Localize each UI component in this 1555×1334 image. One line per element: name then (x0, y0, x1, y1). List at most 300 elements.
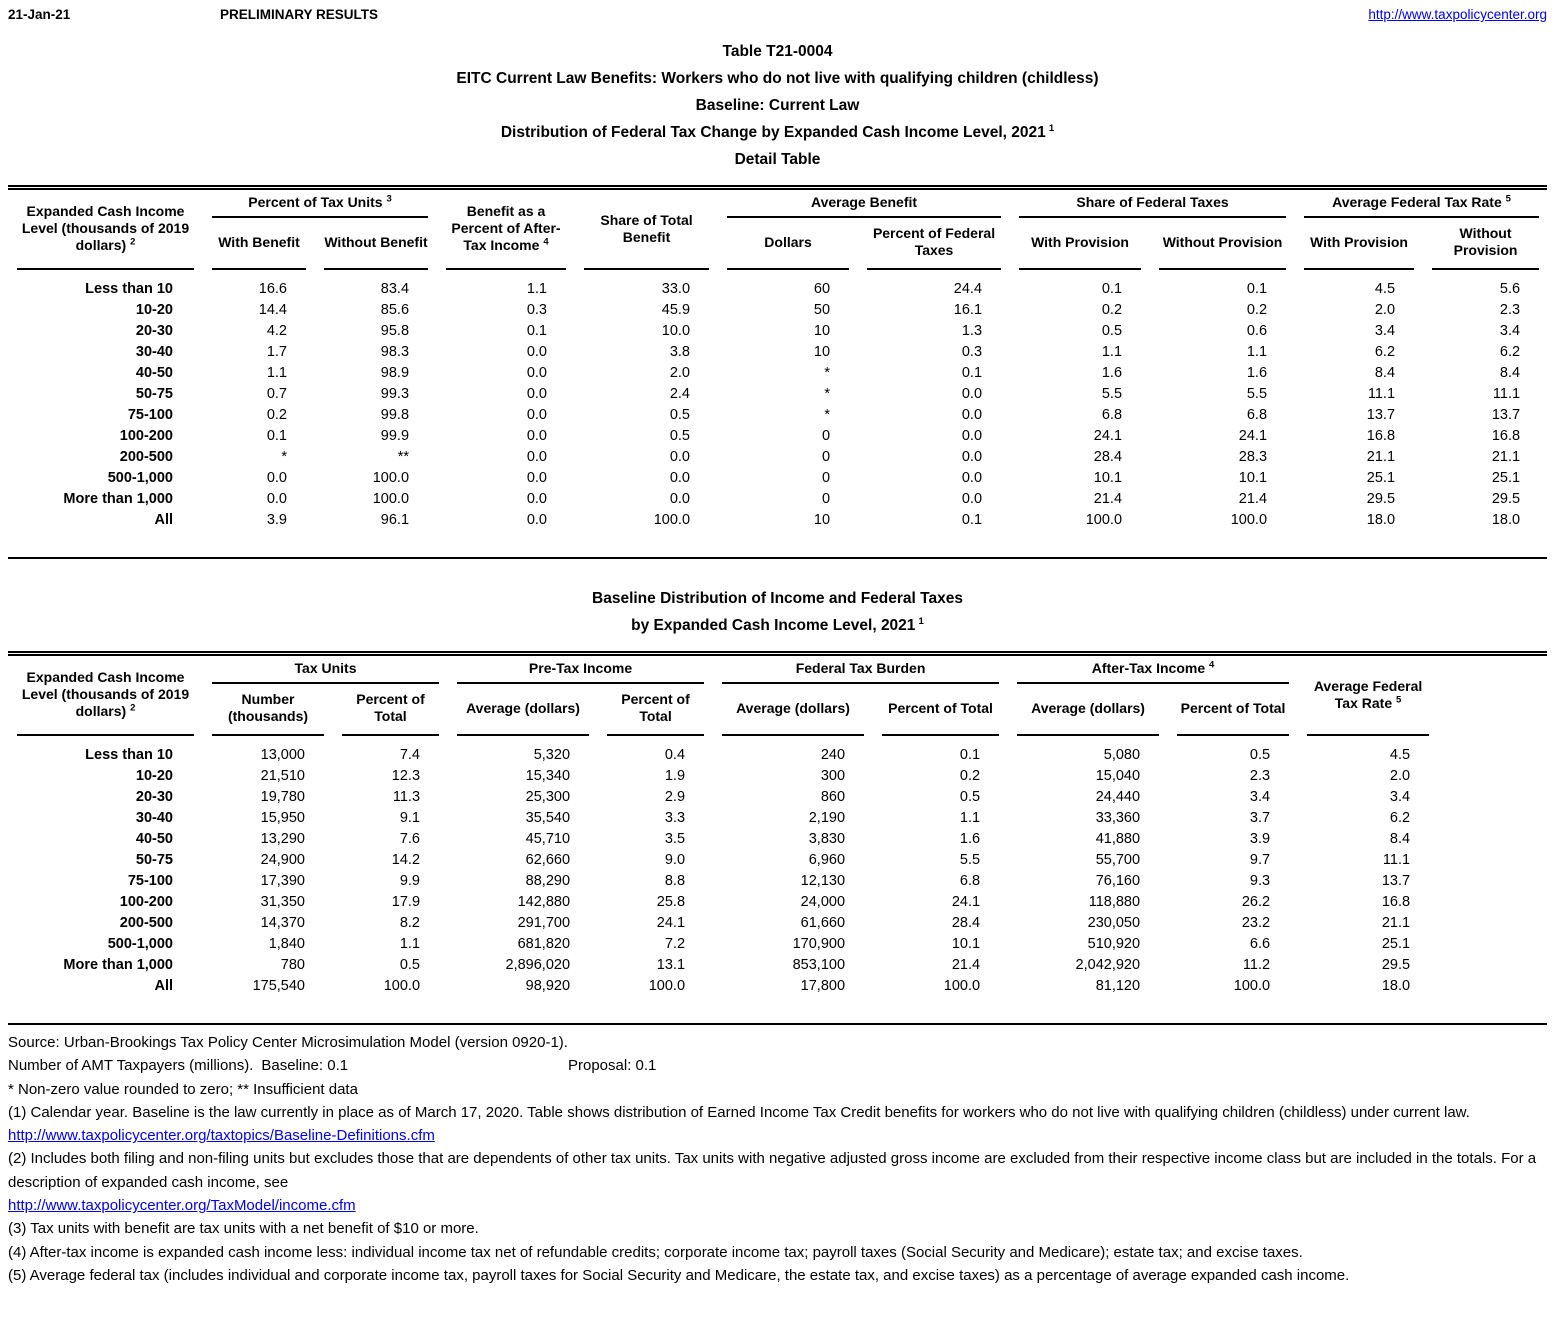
value-cell: 24,000 (800, 894, 846, 910)
value-cell: 240 (820, 747, 846, 763)
value-cell: 98.9 (380, 365, 410, 381)
value-cell: 100.0 (943, 978, 981, 994)
value-cell: 99.9 (380, 428, 410, 444)
value-cell: 13.1 (656, 957, 686, 973)
value-cell: 2.4 (669, 386, 691, 402)
value-cell: 5.5 (1246, 386, 1268, 402)
tax-change-table-body (8, 270, 1548, 531)
value-cell: 1.3 (961, 323, 983, 339)
income-level-label: 500-1,000 (107, 936, 173, 952)
value-cell: 230,050 (1087, 915, 1141, 931)
value-cell: 2.0 (1374, 302, 1396, 318)
value-cell: 21,510 (260, 768, 305, 784)
value-cell: 9.9 (399, 873, 421, 889)
income-level-label: 100-200 (119, 894, 173, 910)
value-cell: 3.4 (1374, 323, 1396, 339)
value-cell: 0.4 (664, 747, 686, 763)
note-5: (5) Average federal tax (includes individual and corporate income tax, payroll taxes for Social Security and Medicare, the estate tax, and excise taxes) as a percentage of average expanded cash income. (8, 1266, 1350, 1284)
col-header-income-level: Expanded Cash Income Level (thousands of 2019 dollars) $^2$ (8, 656, 203, 736)
value-cell: 24.1 (1238, 428, 1268, 444)
value-cell: 25.1 (1381, 936, 1411, 952)
value-cell: 0.0 (669, 470, 691, 486)
table-number: Table T21-0004 (722, 43, 833, 60)
amt-taxpayers-note (8, 1054, 1547, 1077)
value-cell: 0.5 (669, 428, 691, 444)
value-cell: 0.0 (526, 344, 548, 360)
value-cell: 1.1 (1246, 344, 1268, 360)
value-cell: 16.6 (258, 281, 287, 297)
value-cell: 25,300 (525, 789, 571, 805)
col-header-share-without-provision: Without Provision (1150, 218, 1295, 270)
value-cell: * (281, 449, 287, 465)
value-cell: 28.4 (1093, 449, 1123, 465)
table-row (8, 892, 1438, 913)
value-cell: 3.4 (1249, 789, 1271, 805)
table-row (8, 489, 1548, 510)
table-row (8, 850, 1438, 871)
value-cell: 0.0 (526, 365, 548, 381)
value-cell: 0.0 (961, 407, 983, 423)
income-level-label: 20-30 (135, 323, 173, 339)
value-cell: 45,710 (525, 831, 571, 847)
value-cell: 11.1 (1492, 386, 1521, 402)
top-bar (8, 4, 1547, 22)
value-cell: 0.5 (1249, 747, 1271, 763)
value-cell: 35,540 (525, 810, 571, 826)
value-cell: 11.1 (1382, 852, 1411, 868)
amt-baseline-value: Baseline: 0.1 (261, 1057, 349, 1075)
footnote-marker: 2 (130, 236, 136, 248)
income-level-label: 100-200 (119, 428, 173, 444)
value-cell: 8.2 (399, 915, 421, 931)
table-row (8, 405, 1548, 426)
footnote-marker: 4 (543, 236, 549, 248)
value-cell: 0.0 (526, 491, 548, 507)
baseline-definitions-link[interactable]: http://www.taxpolicycenter.org/taxtopics/Baseline-Definitions.cfm (8, 1127, 435, 1145)
value-cell: 100.0 (1230, 512, 1268, 528)
value-cell: 25.8 (656, 894, 686, 910)
value-cell: 0.2 (266, 407, 287, 423)
value-cell: 12,130 (800, 873, 846, 889)
value-cell: 6.8 (1246, 407, 1268, 423)
value-cell: 21.4 (951, 957, 981, 973)
income-level-label: 50-75 (135, 386, 173, 402)
value-cell: 5.5 (959, 852, 981, 868)
value-cell: 24.4 (953, 281, 983, 297)
value-cell: 0.0 (961, 491, 983, 507)
amt-label: Number of AMT Taxpayers (millions). (8, 1057, 254, 1075)
value-cell: 2.0 (669, 365, 691, 381)
table-row (8, 426, 1548, 447)
asterisk-legend: * Non-zero value rounded to zero; ** Insufficient data (8, 1080, 358, 1098)
value-cell: ** (397, 449, 410, 465)
value-cell: 0.2 (1246, 302, 1268, 318)
value-cell: 853,100 (792, 957, 846, 973)
col-header-benefit-pct-after-tax-income: Benefit as a Percent of After-Tax Income $^4$ (437, 190, 575, 270)
col-header-share-total-benefit: Share of Total Benefit (575, 190, 718, 270)
value-cell: 0.0 (961, 428, 983, 444)
distribution-subtitle: Distribution of Federal Tax Change by Expanded Cash Income Level, 2021 $^1$ (500, 122, 1055, 141)
col-header-percent-of-total-burden: Percent of Total (873, 684, 1008, 736)
baseline-table (8, 656, 1438, 997)
footnote-marker: 1 (918, 615, 924, 627)
value-cell: 3.8 (669, 344, 691, 360)
value-cell: 16.8 (1381, 894, 1411, 910)
value-cell: 0.6 (1246, 323, 1268, 339)
table-row (8, 871, 1438, 892)
value-cell: 13.7 (1381, 873, 1411, 889)
value-cell: 0.0 (526, 428, 548, 444)
value-cell: 2.0 (1389, 768, 1411, 784)
value-cell: 21.1 (1491, 449, 1521, 465)
value-cell: 33,360 (1095, 810, 1141, 826)
value-cell: 0.0 (526, 470, 548, 486)
value-cell: * (824, 407, 831, 423)
value-cell: 62,660 (525, 852, 571, 868)
value-cell: 99.8 (380, 407, 410, 423)
value-cell: * (824, 386, 831, 402)
value-cell: 13,000 (260, 747, 305, 763)
value-cell: 29.5 (1366, 491, 1396, 507)
value-cell: 0.2 (959, 768, 981, 784)
value-cell: 100.0 (372, 470, 410, 486)
value-cell: 1.1 (959, 810, 981, 826)
footnote-marker: 2 (130, 702, 136, 714)
source-note: Source: Urban-Brookings Tax Policy Center Microsimulation Model (version 0920-1). (8, 1034, 568, 1051)
value-cell: 6.2 (1499, 344, 1521, 360)
group-header-after-tax-income: After-Tax Income $^4$ (1008, 656, 1298, 684)
value-cell: 15,040 (1095, 768, 1141, 784)
income-level-label: 40-50 (135, 365, 173, 381)
value-cell: 0.5 (959, 789, 981, 805)
table-row (8, 300, 1548, 321)
value-cell: 3.9 (266, 512, 287, 528)
income-level-label: 75-100 (127, 873, 173, 889)
value-cell: 25.1 (1491, 470, 1521, 486)
value-cell: 0.0 (961, 470, 983, 486)
table-row (8, 270, 1548, 300)
footnote-marker: 5 (1396, 693, 1402, 705)
value-cell: 0.5 (399, 957, 421, 973)
col-header-share-with-provision: With Provision (1010, 218, 1150, 270)
value-cell: 99.3 (380, 386, 410, 402)
value-cell: 0.0 (526, 407, 548, 423)
income-level-label: 500-1,000 (107, 470, 173, 486)
value-cell: 3.4 (1499, 323, 1521, 339)
detail-table-label: Detail Table (734, 151, 821, 168)
value-cell: 85.6 (380, 302, 410, 318)
col-header-average-federal-tax-rate: Average Federal Tax Rate $^5$ (1298, 656, 1438, 736)
value-cell: 4.5 (1389, 747, 1411, 763)
value-cell: 29.5 (1491, 491, 1521, 507)
value-cell: 1.9 (664, 768, 686, 784)
tax-change-table (8, 190, 1548, 531)
value-cell: 0.0 (961, 449, 983, 465)
value-cell: 780 (280, 957, 305, 973)
col-header-average-dollars-aftertax: Average (dollars) (1008, 684, 1168, 736)
value-cell: 1,840 (268, 936, 305, 952)
col-header-rate-without-provision: Without Provision (1423, 218, 1548, 270)
table-row (8, 808, 1438, 829)
footnote-marker: 1 (1048, 122, 1055, 134)
table-row (8, 736, 1438, 766)
income-level-label: 50-75 (135, 852, 173, 868)
value-cell: 0.1 (961, 512, 983, 528)
col-header-percent-federal-taxes: Percent of Federal Taxes (858, 218, 1010, 270)
value-cell: 18.0 (1381, 978, 1411, 994)
value-cell: 31,350 (260, 894, 305, 910)
value-cell: 11.3 (392, 789, 421, 805)
table-row (8, 787, 1438, 808)
table-row (8, 384, 1548, 405)
value-cell: 2,042,920 (1075, 957, 1141, 973)
value-cell: 0.1 (1246, 281, 1268, 297)
value-cell: 175,540 (252, 978, 305, 994)
table-row (8, 766, 1438, 787)
value-cell: 2.3 (1499, 302, 1521, 318)
value-cell: 0.1 (961, 365, 983, 381)
table-row (8, 468, 1548, 489)
value-cell: 21.1 (1381, 915, 1411, 931)
value-cell: 61,660 (800, 915, 846, 931)
value-cell: 0.0 (526, 449, 548, 465)
value-cell: 28.4 (951, 915, 981, 931)
value-cell: 0.0 (526, 512, 548, 528)
value-cell: 60 (813, 281, 831, 297)
value-cell: 0.3 (526, 302, 548, 318)
value-cell: 50 (813, 302, 831, 318)
baseline-table-header (8, 656, 1438, 736)
value-cell: 0.2 (1101, 302, 1123, 318)
value-cell: 0.0 (266, 491, 287, 507)
preliminary-results-label: PRELIMINARY RESULTS (220, 7, 379, 22)
value-cell: 1.1 (399, 936, 421, 952)
value-cell: 5,320 (533, 747, 571, 763)
value-cell: 0.0 (669, 491, 691, 507)
value-cell: 0.5 (669, 407, 691, 423)
value-cell: 3.7 (1249, 810, 1271, 826)
income-level-label: 10-20 (135, 768, 173, 784)
value-cell: 24.1 (1093, 428, 1123, 444)
table-row (8, 829, 1438, 850)
col-header-number-thousands: Number (thousands) (203, 684, 333, 736)
value-cell: 25.1 (1366, 470, 1396, 486)
value-cell: 0 (821, 428, 831, 444)
group-header-tax-units: Tax Units (203, 656, 448, 684)
value-cell: 291,700 (517, 915, 571, 931)
income-level-label: More than 1,000 (63, 957, 173, 973)
value-cell: 0 (821, 470, 831, 486)
value-cell: 300 (820, 768, 846, 784)
value-cell: 55,700 (1095, 852, 1141, 868)
note-1: (1) Calendar year. Baseline is the law currently in place as of March 17, 2020. Table shows distribution of Earned Income Tax Credit benefits for workers who do not live with qualifying children (childless) under current law. (8, 1103, 1470, 1121)
value-cell: 1.6 (1101, 365, 1123, 381)
value-cell: 24,440 (1095, 789, 1141, 805)
value-cell: 8.4 (1389, 831, 1411, 847)
value-cell: 0 (821, 449, 831, 465)
value-cell: 9.1 (399, 810, 421, 826)
table-row (8, 342, 1548, 363)
value-cell: 45.9 (661, 302, 691, 318)
value-cell: 0.0 (961, 386, 983, 402)
value-cell: 10.0 (661, 323, 691, 339)
value-cell: 11.2 (1242, 957, 1271, 973)
value-cell: 0.3 (961, 344, 983, 360)
income-level-label: 10-20 (135, 302, 173, 318)
baseline-table-section (8, 651, 1547, 1025)
table-row (8, 321, 1548, 342)
value-cell: 1.6 (959, 831, 981, 847)
col-header-without-benefit: Without Benefit (315, 218, 437, 270)
table-row (8, 447, 1548, 468)
tax-change-table-header (8, 190, 1548, 270)
value-cell: 170,900 (792, 936, 846, 952)
value-cell: 11.1 (1367, 386, 1396, 402)
value-cell: 2,190 (808, 810, 846, 826)
value-cell: 3,830 (808, 831, 846, 847)
footnotes-section (8, 1031, 1547, 1287)
income-level-label: 75-100 (127, 407, 173, 423)
value-cell: 7.6 (399, 831, 421, 847)
value-cell: 8.8 (664, 873, 686, 889)
value-cell: 3.3 (664, 810, 686, 826)
tax-change-table-section (8, 185, 1547, 559)
footnote-marker: 5 (1505, 193, 1511, 205)
value-cell: 13.7 (1366, 407, 1396, 423)
value-cell: 4.2 (266, 323, 287, 339)
value-cell: 6,960 (808, 852, 846, 868)
value-cell: 6.8 (959, 873, 981, 889)
value-cell: 2.9 (664, 789, 686, 805)
note-3: (3) Tax units with benefit are tax units with a net benefit of $10 or more. (8, 1220, 479, 1238)
value-cell: 98.3 (380, 344, 410, 360)
value-cell: 88,290 (525, 873, 571, 889)
value-cell: 10.1 (1238, 470, 1268, 486)
group-header-average-federal-tax-rate: Average Federal Tax Rate $^5$ (1295, 190, 1548, 218)
value-cell: 100.0 (1233, 978, 1271, 994)
value-cell: 15,950 (260, 810, 305, 826)
col-header-dollars: Dollars (718, 218, 858, 270)
value-cell: 96.1 (380, 512, 410, 528)
value-cell: 15,340 (525, 768, 571, 784)
value-cell: 100.0 (383, 978, 421, 994)
value-cell: 0.1 (1101, 281, 1123, 297)
note-4: (4) After-tax income is expanded cash income less: individual income tax net of refundable credits; corporate income tax; payroll taxes (Social Security and Medicare); estate tax; and excise taxes. (8, 1243, 1303, 1261)
value-cell: 510,920 (1087, 936, 1141, 952)
value-cell: 10 (813, 344, 831, 360)
value-cell: 14.2 (391, 852, 421, 868)
value-cell: 7.4 (399, 747, 421, 763)
value-cell: 100.0 (1085, 512, 1123, 528)
value-cell: 17,390 (260, 873, 305, 889)
table-row (8, 976, 1438, 997)
value-cell: 5,080 (1103, 747, 1141, 763)
value-cell: 76,160 (1095, 873, 1141, 889)
value-cell: 3.9 (1249, 831, 1271, 847)
value-cell: 10.1 (951, 936, 981, 952)
value-cell: * (824, 365, 831, 381)
value-cell: 7.2 (664, 936, 686, 952)
col-header-average-dollars-pretax: Average (dollars) (448, 684, 598, 736)
income-definition-link[interactable]: http://www.taxpolicycenter.org/TaxModel/income.cfm (8, 1197, 356, 1215)
table-row (8, 913, 1438, 934)
value-cell: 21.4 (1238, 491, 1268, 507)
value-cell: 16.1 (953, 302, 983, 318)
footnote-marker: 4 (1209, 659, 1215, 671)
income-level-label: 30-40 (135, 810, 173, 826)
site-url-container (1368, 7, 1547, 22)
value-cell: 1.1 (266, 365, 287, 381)
col-header-rate-with-provision: With Provision (1295, 218, 1423, 270)
col-header-percent-of-total-aftertax: Percent of Total (1168, 684, 1298, 736)
group-header-average-benefit: Average Benefit (718, 190, 1010, 218)
value-cell: 2,896,020 (505, 957, 571, 973)
value-cell: 0.0 (669, 449, 691, 465)
value-cell: 0.1 (266, 428, 287, 444)
value-cell: 14,370 (260, 915, 305, 931)
group-header-federal-tax-burden: Federal Tax Burden (713, 656, 1008, 684)
value-cell: 100.0 (372, 491, 410, 507)
value-cell: 98,920 (525, 978, 571, 994)
value-cell: 0.5 (1101, 323, 1123, 339)
group-header-share-federal-taxes: Share of Federal Taxes (1010, 190, 1295, 218)
income-level-label: 40-50 (135, 831, 173, 847)
value-cell: 8.4 (1499, 365, 1521, 381)
title-block (8, 38, 1547, 173)
col-header-with-benefit: With Benefit (203, 218, 315, 270)
table-title: EITC Current Law Benefits: Workers who do not live with qualifying children (childless) (456, 70, 1099, 87)
col-header-income-level: Expanded Cash Income Level (thousands of 2019 dollars) $^2$ (8, 190, 203, 270)
value-cell: 24.1 (951, 894, 981, 910)
value-cell: 23.2 (1241, 915, 1271, 931)
value-cell: 6.8 (1101, 407, 1123, 423)
value-cell: 21.4 (1093, 491, 1123, 507)
table-row (8, 934, 1438, 955)
value-cell: 100.0 (648, 978, 686, 994)
value-cell: 26.2 (1241, 894, 1271, 910)
value-cell: 33.0 (661, 281, 691, 297)
value-cell: 0.0 (526, 386, 548, 402)
value-cell: 9.7 (1249, 852, 1271, 868)
value-cell: 9.3 (1249, 873, 1271, 889)
income-level-label: 200-500 (119, 915, 173, 931)
value-cell: 681,820 (517, 936, 571, 952)
value-cell: 29.5 (1381, 957, 1411, 973)
amt-proposal-value: Proposal: 0.1 (568, 1057, 657, 1075)
value-cell: 0.0 (266, 470, 287, 486)
taxpolicycenter-link[interactable]: http://www.taxpolicycenter.org (1368, 7, 1547, 22)
value-cell: 17,800 (800, 978, 846, 994)
col-header-percent-of-total-pretax: Percent of Total (598, 684, 713, 736)
col-header-average-dollars-burden: Average (dollars) (713, 684, 873, 736)
group-header-pre-tax-income: Pre-Tax Income (448, 656, 713, 684)
value-cell: 5.5 (1101, 386, 1123, 402)
value-cell: 1.6 (1246, 365, 1268, 381)
value-cell: 8.4 (1374, 365, 1396, 381)
value-cell: 1.7 (266, 344, 287, 360)
value-cell: 5.6 (1499, 281, 1521, 297)
baseline-table-title: Baseline Distribution of Income and Federal Taxes by Expanded Cash Income Level, 2021 $^1$ (592, 590, 963, 634)
value-cell: 0.1 (959, 747, 981, 763)
value-cell: 95.8 (380, 323, 410, 339)
report-date: 21-Jan-21 (8, 7, 71, 22)
value-cell: 4.5 (1374, 281, 1396, 297)
value-cell: 24.1 (656, 915, 686, 931)
baseline-subtitle: Baseline: Current Law (695, 97, 860, 114)
value-cell: 0.1 (526, 323, 548, 339)
table-row (8, 510, 1548, 531)
value-cell: 1.1 (526, 281, 548, 297)
